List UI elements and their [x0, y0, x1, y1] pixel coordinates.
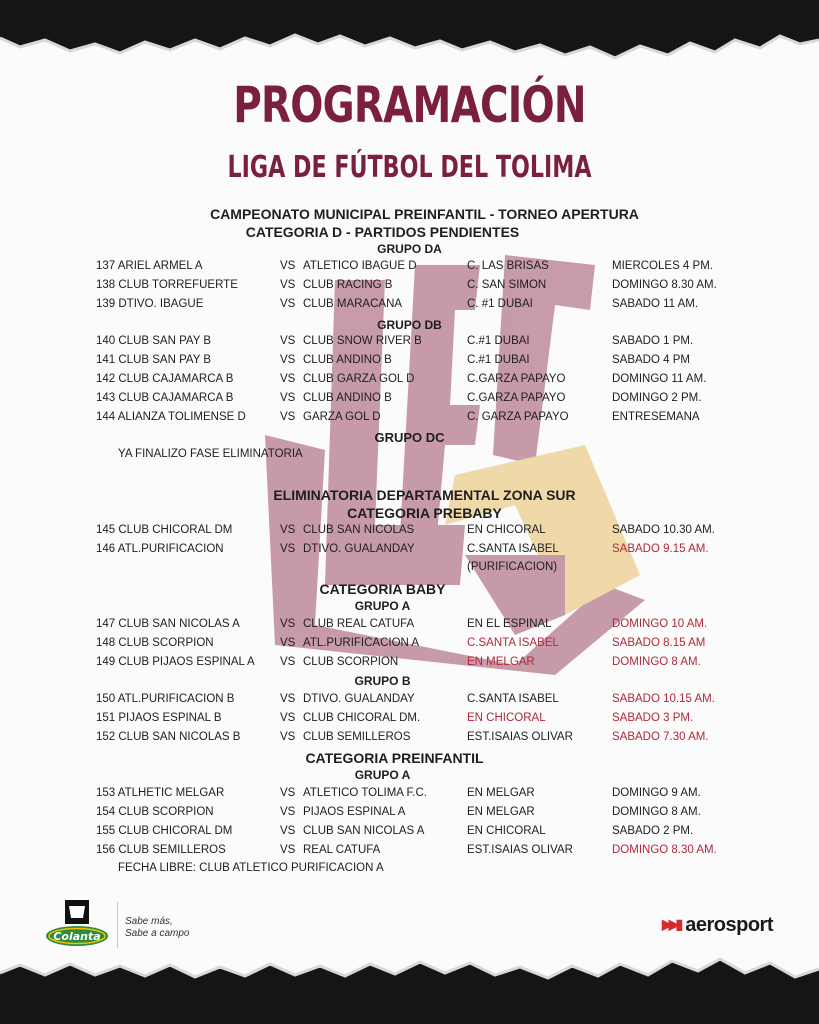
match-time: SABADO 9.15 AM.	[612, 543, 709, 555]
match-away-team: ATLETICO TOLIMA F.C.	[303, 787, 427, 799]
match-venue: C. LAS BRISAS	[467, 260, 549, 272]
bye-note: FECHA LIBRE: CLUB ATLETICO PURIFICACION A	[118, 862, 384, 874]
match-time: DOMINGO 2 PM.	[612, 392, 702, 404]
match-vs: VS	[280, 787, 296, 799]
match-time: SABADO 4 PM	[612, 354, 690, 366]
match-time: DOMINGO 10 AM.	[612, 618, 708, 630]
match-home-team: 150 ATL.PURIFICACION B	[96, 693, 235, 705]
match-vs: VS	[280, 411, 296, 423]
category-heading: CATEGORIA BABY	[319, 581, 446, 597]
match-home-team: 153 ATLHETIC MELGAR	[96, 787, 225, 799]
match-venue: C.SANTA ISABEL	[467, 637, 559, 649]
match-time: SABADO 3 PM.	[612, 712, 694, 724]
match-venue: C.GARZA PAPAYO	[467, 373, 566, 385]
tagline-line: Sabe a campo	[125, 928, 190, 939]
aerosport-wordmark: aerosport	[685, 914, 773, 936]
aerosport-logo	[662, 914, 773, 937]
match-home-team: 137 ARIEL ARMEL A	[96, 260, 203, 272]
match-home-team: 139 DTIVO. IBAGUE	[96, 298, 204, 310]
match-vs: VS	[280, 637, 296, 649]
page-title: PROGRAMACIÓN	[233, 76, 586, 134]
category-heading: CATEGORIA PREINFANTIL	[305, 750, 484, 766]
match-away-team: CLUB SAN NICOLAS	[303, 524, 415, 536]
match-away-team: DTIVO. GUALANDAY	[303, 543, 415, 555]
match-away-team: CLUB ANDINO B	[303, 354, 392, 366]
match-away-team: CLUB SCORPION	[303, 656, 399, 668]
match-home-team: 149 CLUB PIJAOS ESPINAL A	[96, 656, 255, 668]
match-away-team: CLUB ANDINO B	[303, 392, 392, 404]
match-vs: VS	[280, 392, 296, 404]
match-time: ENTRESEMANA	[612, 411, 700, 423]
colanta-wordmark: Colanta	[53, 930, 101, 943]
match-home-team: 155 CLUB CHICORAL DM	[96, 825, 233, 837]
group-heading: GRUPO DA	[377, 242, 442, 256]
match-away-team: CLUB SNOW RIVER B	[303, 335, 422, 347]
match-time: DOMINGO 9 AM.	[612, 787, 701, 799]
colanta-logo	[45, 900, 109, 953]
match-vs: VS	[280, 373, 296, 385]
match-vs: VS	[280, 543, 296, 555]
match-home-team: 142 CLUB CAJAMARCA B	[96, 373, 234, 385]
match-vs: VS	[280, 335, 296, 347]
match-away-team: ATLETICO IBAGUE D	[303, 260, 417, 272]
match-home-team: 138 CLUB TORREFUERTE	[96, 279, 238, 291]
match-away-team: ATL.PURIFICACION A	[303, 637, 420, 649]
match-venue: C.GARZA PAPAYO	[467, 392, 566, 404]
section-heading: ELIMINATORIA DEPARTAMENTAL ZONA SUR	[273, 487, 576, 503]
colanta-tagline	[125, 916, 190, 940]
match-home-team: 145 CLUB CHICORAL DM	[96, 524, 233, 536]
match-time: DOMINGO 11 AM.	[612, 373, 707, 385]
match-home-team: 144 ALIANZA TOLIMENSE D	[96, 411, 246, 423]
match-away-team: PIJAOS ESPINAL A	[303, 806, 406, 818]
match-home-team: 146 ATL.PURIFICACION	[96, 543, 224, 555]
group-heading: GRUPO DB	[377, 318, 442, 332]
match-away-team: CLUB GARZA GOL D	[303, 373, 415, 385]
match-vs: VS	[280, 712, 296, 724]
match-time: SABADO 8.15 AM	[612, 637, 706, 649]
match-venue: C.#1 DUBAI	[467, 335, 530, 347]
match-time: DOMINGO 8.30 AM.	[612, 279, 717, 291]
match-home-team: 143 CLUB CAJAMARCA B	[96, 392, 234, 404]
match-vs: VS	[280, 656, 296, 668]
section-heading: CAMPEONATO MUNICIPAL PREINFANTIL - TORNEO APERTURA	[210, 206, 639, 222]
match-time: DOMINGO 8.30 AM.	[612, 844, 717, 856]
match-away-team: CLUB MARACANA	[303, 298, 403, 310]
match-time: MIERCOLES 4 PM.	[612, 260, 713, 272]
match-venue: C.#1 DUBAI	[467, 354, 530, 366]
match-vs: VS	[280, 618, 296, 630]
match-home-team: 141 CLUB SAN PAY B	[96, 354, 212, 366]
match-away-team: CLUB SEMILLEROS	[303, 731, 411, 743]
match-venue: EST.ISAIAS OLIVAR	[467, 731, 573, 743]
group-heading: GRUPO DC	[374, 430, 445, 445]
match-venue: EST.ISAIAS OLIVAR	[467, 844, 573, 856]
match-venue: EN MELGAR	[467, 787, 535, 799]
match-vs: VS	[280, 806, 296, 818]
category-heading: CATEGORIA PREBABY	[347, 505, 502, 521]
match-time: SABADO 10.15 AM.	[612, 693, 715, 705]
match-vs: VS	[280, 279, 296, 291]
group-heading: GRUPO A	[354, 768, 411, 782]
match-venue: C. GARZA PAPAYO	[467, 411, 569, 423]
match-away-team: DTIVO. GUALANDAY	[303, 693, 415, 705]
match-venue: C. SAN SIMON	[467, 279, 547, 291]
match-time: SABADO 1 PM.	[612, 335, 694, 347]
match-vs: VS	[280, 524, 296, 536]
match-vs: VS	[280, 731, 296, 743]
match-venue: EN EL ESPINAL	[467, 618, 552, 630]
match-time: DOMINGO 8 AM.	[612, 806, 701, 818]
match-vs: VS	[280, 825, 296, 837]
match-venue: C.SANTA ISABEL	[467, 543, 559, 555]
match-time: SABADO 2 PM.	[612, 825, 694, 837]
match-home-team: 156 CLUB SEMILLEROS	[96, 844, 226, 856]
match-away-team: CLUB CHICORAL DM.	[303, 712, 421, 724]
match-venue: EN CHICORAL	[467, 524, 546, 536]
match-vs: VS	[280, 693, 296, 705]
match-home-team: 148 CLUB SCORPION	[96, 637, 214, 649]
match-vs: VS	[280, 298, 296, 310]
match-vs: VS	[280, 844, 296, 856]
match-home-team: 147 CLUB SAN NICOLAS A	[96, 618, 240, 630]
match-time: SABADO 7.30 AM.	[612, 731, 709, 743]
match-venue: C. #1 DUBAI	[467, 298, 533, 310]
page-subtitle: LIGA DE FÚTBOL DEL TOLIMA	[227, 150, 592, 185]
match-venue: EN MELGAR	[467, 806, 535, 818]
match-time: SABADO 11 AM.	[612, 298, 699, 310]
group-heading: GRUPO B	[354, 674, 411, 688]
match-vs: VS	[280, 354, 296, 366]
match-away-team: REAL CATUFA	[303, 844, 381, 856]
match-away-team: GARZA GOL D	[303, 411, 381, 423]
group-note: YA FINALIZO FASE ELIMINATORIA	[118, 448, 303, 460]
match-venue: EN CHICORAL	[467, 712, 546, 724]
match-home-team: 151 PIJAOS ESPINAL B	[96, 712, 222, 724]
match-venue-detail: (PURIFICACION)	[467, 561, 558, 573]
match-away-team: CLUB SAN NICOLAS A	[303, 825, 425, 837]
match-venue: C.SANTA ISABEL	[467, 693, 559, 705]
group-heading: GRUPO A	[354, 599, 411, 613]
play-arrows-icon: ▶▶▮	[662, 916, 680, 932]
match-time: SABADO 10.30 AM.	[612, 524, 715, 536]
match-home-team: 152 CLUB SAN NICOLAS B	[96, 731, 241, 743]
match-home-team: 154 CLUB SCORPION	[96, 806, 214, 818]
match-vs: VS	[280, 260, 296, 272]
match-venue: EN MELGAR	[467, 656, 535, 668]
sponsor-divider	[117, 902, 118, 948]
match-away-team: CLUB REAL CATUFA	[303, 618, 415, 630]
category-heading: CATEGORIA D - PARTIDOS PENDIENTES	[245, 224, 520, 240]
match-time: DOMINGO 8 AM.	[612, 656, 701, 668]
match-home-team: 140 CLUB SAN PAY B	[96, 335, 212, 347]
match-venue: EN CHICORAL	[467, 825, 546, 837]
match-away-team: CLUB RACING B	[303, 279, 393, 291]
tagline-line: Sabe más,	[125, 916, 173, 927]
